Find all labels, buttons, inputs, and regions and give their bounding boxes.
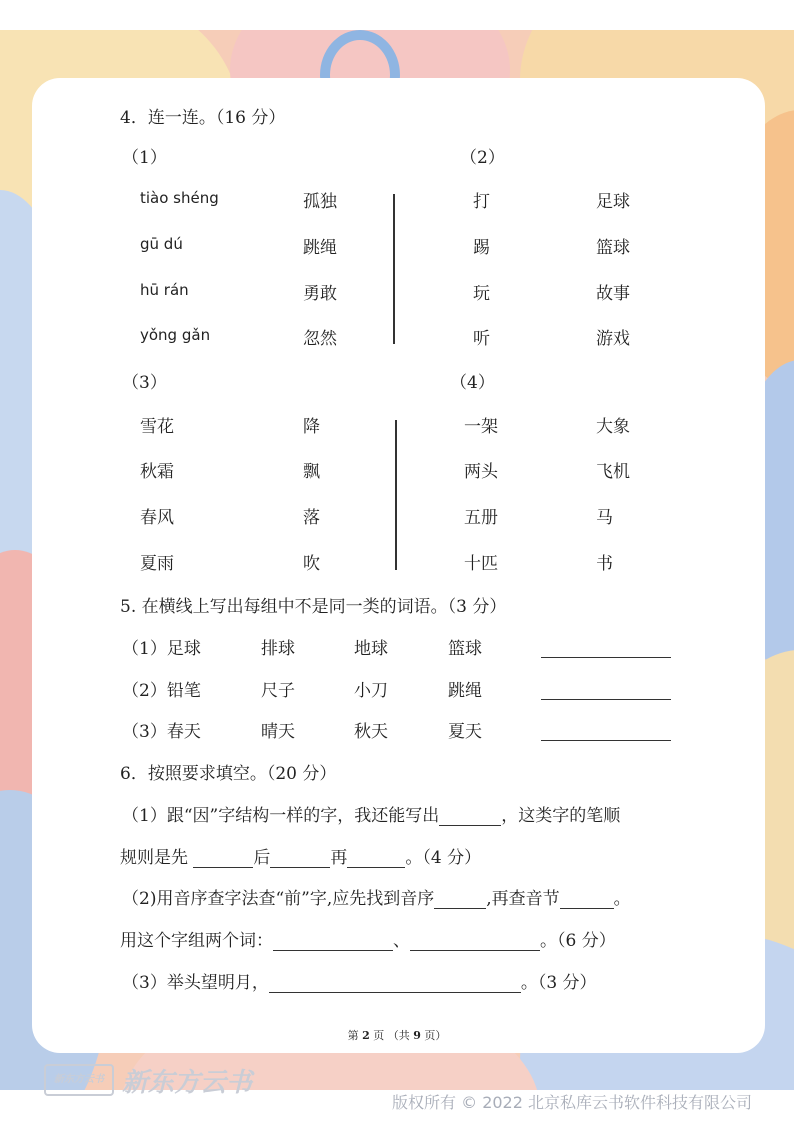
word-item: 夏雨 <box>140 554 174 574</box>
q6-text: （2)用音序查字法查“前”字,应先找到音序 <box>122 889 435 909</box>
q5-row-item: 夏天 <box>448 722 482 742</box>
answer-blank[interactable] <box>439 809 501 826</box>
divider-line <box>393 194 395 344</box>
word-item: 大象 <box>596 417 630 437</box>
q6-text: ,再查音节 <box>486 889 560 909</box>
q5-row-item: 篮球 <box>448 639 482 659</box>
word-item: 跳绳 <box>303 238 337 258</box>
q6-line-1 <box>122 806 620 826</box>
q5-row-item: 晴天 <box>261 722 295 742</box>
pinyin-item: gū dú <box>140 235 183 253</box>
q6-title: 6．按照要求填空。（20 分） <box>120 764 337 784</box>
answer-blank[interactable] <box>273 934 393 951</box>
page-footer <box>0 1027 794 1043</box>
pinyin-item: yǒng gǎn <box>140 326 211 344</box>
q6-text: 规则是先 <box>120 848 194 868</box>
q4-title: 4．连一连。（16 分） <box>120 108 286 128</box>
q6-text: （3）举头望明月， <box>122 973 269 993</box>
word-item: 两头 <box>464 462 498 482</box>
word-item: 雪花 <box>140 417 174 437</box>
q6-line-4 <box>120 931 616 951</box>
q6-text: 后 <box>253 848 271 868</box>
q6-line-3 <box>122 889 631 909</box>
q6-text: ，这类字的笔顺 <box>501 806 621 826</box>
noun-item: 篮球 <box>596 238 630 258</box>
word-item: 落 <box>303 508 320 528</box>
q6-text: 。（4 分） <box>405 848 482 868</box>
word-item: 降 <box>303 417 320 437</box>
watermark-logo-text: 新东方云书 <box>122 1068 253 1098</box>
answer-blank[interactable] <box>410 934 540 951</box>
word-item: 五册 <box>464 508 498 528</box>
q4-part4-label: （4） <box>450 373 495 393</box>
q5-row-item: 秋天 <box>354 722 388 742</box>
q4-part1-label: （1） <box>122 148 167 168</box>
watermark-logo-icon: 新东方云书 <box>44 1064 114 1096</box>
q6-text: 、 <box>393 931 410 951</box>
word-item: 一架 <box>464 417 498 437</box>
word-item: 飞机 <box>596 462 630 482</box>
q6-text: 。（3 分） <box>520 973 597 993</box>
pinyin-item: tiào shéng <box>140 189 219 207</box>
q5-title: 5. 在横线上写出每组中不是同一类的词语。（3 分） <box>120 597 507 617</box>
q6-text: 。（6 分） <box>540 931 616 951</box>
word-item: 忽然 <box>303 329 337 349</box>
footer-text: 页） <box>420 1029 447 1042</box>
q5-row-item: 小刀 <box>354 681 388 701</box>
q4-part2-label: （2） <box>460 148 505 168</box>
answer-blank[interactable] <box>541 699 671 700</box>
q5-row-item: 尺子 <box>261 681 295 701</box>
q4-part3-label: （3） <box>122 373 167 393</box>
answer-blank[interactable] <box>434 892 486 909</box>
q5-row-item: 排球 <box>261 639 295 659</box>
word-item: 飘 <box>303 462 320 482</box>
q6-line-5 <box>122 973 597 993</box>
copyright-notice: 版权所有 © 2022 北京私库云书软件科技有限公司 <box>392 1093 752 1112</box>
word-item: 秋霜 <box>140 462 174 482</box>
q6-text: 。 <box>613 889 631 909</box>
word-item: 吹 <box>303 554 320 574</box>
page-total: 9 <box>413 1029 421 1042</box>
q5-row-item: （3）春天 <box>122 722 201 742</box>
answer-blank[interactable] <box>541 657 671 658</box>
q5-row-item: （2）铅笔 <box>122 681 201 701</box>
word-item: 勇敢 <box>303 284 337 304</box>
answer-blank[interactable] <box>270 851 330 868</box>
q6-line-2 <box>120 848 481 868</box>
pinyin-item: hū rán <box>140 281 189 299</box>
answer-blank[interactable] <box>560 892 614 909</box>
footer-text: 第 <box>347 1029 363 1042</box>
word-item: 孤独 <box>303 192 337 212</box>
word-item: 十匹 <box>464 554 498 574</box>
q5-row-item: 地球 <box>354 639 388 659</box>
answer-blank[interactable] <box>193 851 253 868</box>
noun-item: 故事 <box>596 284 630 304</box>
q6-text: 用这个字组两个词： <box>120 931 273 951</box>
word-item: 马 <box>596 508 613 528</box>
verb-item: 打 <box>473 192 490 212</box>
q5-row-item: 跳绳 <box>448 681 482 701</box>
verb-item: 踢 <box>473 238 490 258</box>
q6-text: （1）跟“因”字结构一样的字，我还能写出 <box>122 806 440 826</box>
footer-text: 页 （共 <box>369 1029 414 1042</box>
word-item: 春风 <box>140 508 174 528</box>
answer-blank[interactable] <box>541 740 671 741</box>
answer-blank[interactable] <box>269 976 521 993</box>
noun-item: 游戏 <box>596 329 630 349</box>
page-number: 2 <box>362 1029 370 1042</box>
verb-item: 听 <box>473 329 490 349</box>
divider-line <box>395 420 397 570</box>
verb-item: 玩 <box>473 284 490 304</box>
q6-text: 再 <box>330 848 348 868</box>
answer-blank[interactable] <box>347 851 405 868</box>
q5-row-item: （1）足球 <box>122 639 201 659</box>
noun-item: 足球 <box>596 192 630 212</box>
word-item: 书 <box>596 554 613 574</box>
